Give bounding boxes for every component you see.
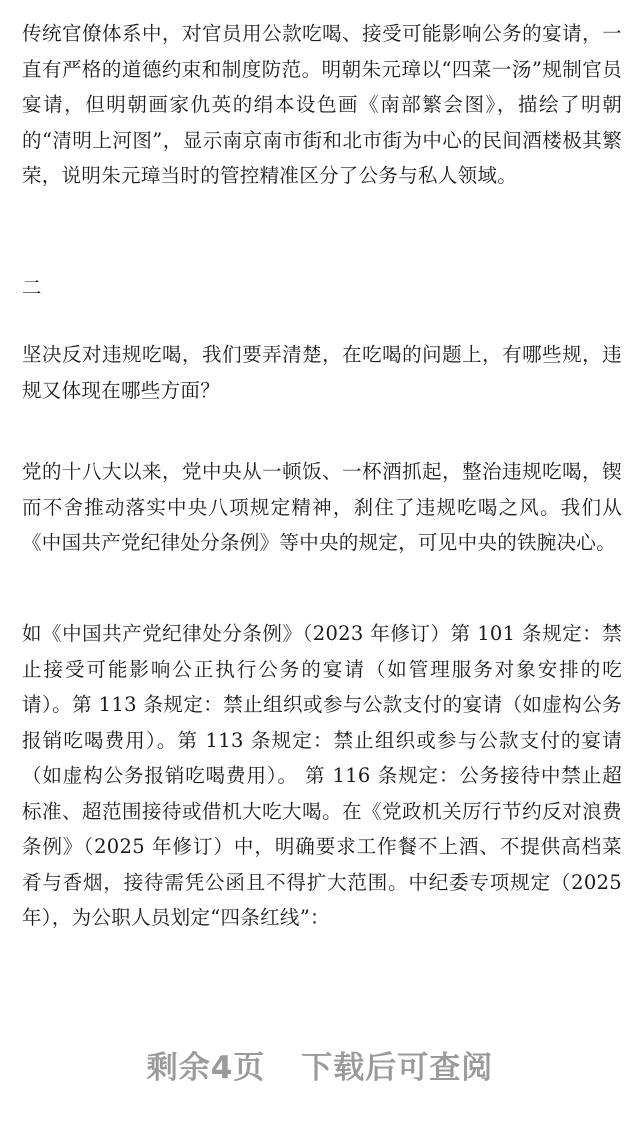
paragraph-policy: 党的十八大以来，党中央从一顿饭、一杯酒抓起，整治违规吃喝，锲而不舍推动落实中央八项规定精神，刹住了违规吃喝之风。我们从《中国共产党纪律处分条例》等中央的规定，可见中央的铁腕决心。 — [22, 460, 622, 554]
paragraph-question: 坚决反对违规吃喝，我们要弄清楚，在吃喝的问题上，有哪些规，违规又体现在哪些方面？ — [22, 343, 622, 402]
paragraph-history: 传统官僚体系中，对官员用公款吃喝、接受可能影响公务的宴请，一直有严格的道德约束和制度防范。明朝朱元璋以“四菜一汤”规制官员宴请，但明朝画家仇英的绢本设色画《南部繁会图》，描绘了明朝的“清明上河图”，显示南京南市街和北市街为中心的民间酒楼极其繁荣，说明朱元璋当时的管控精准区分了公务与私人领域。 — [22, 22, 622, 187]
remaining-pages-text: 剩余4页 — [146, 1050, 266, 1086]
download-prompt-text: 下载后可查阅 — [301, 1050, 494, 1086]
section-heading: 二 — [22, 276, 42, 299]
download-banner[interactable] — [0, 1042, 640, 1087]
paragraph-regulations: 如《中国共产党纪律处分条例》（2023 年修订）第 101 条规定：禁止接受可能影响公正执行公务的宴请（如管理服务对象安排的吃请）。第 113 条规定：禁止组织或参与公款支付的宴请（如虚构公务报销吃喝费用）。第 113 条规定：禁止组织或参与公款支付的宴请（如虚构公务报销吃喝费用）。 第 116 条规定：公务接待中禁止超标准、超范围接待或借机大吃大喝。在《党政机关厉行节约反对浪费条例》（2025 年修订）中，明确要求工作餐不上酒、不提供高档菜肴与香烟，接待需凭公函且不得扩大范围。中纪委专项规定（2025 年），为公职人员划定“四条红线”： — [22, 622, 622, 929]
